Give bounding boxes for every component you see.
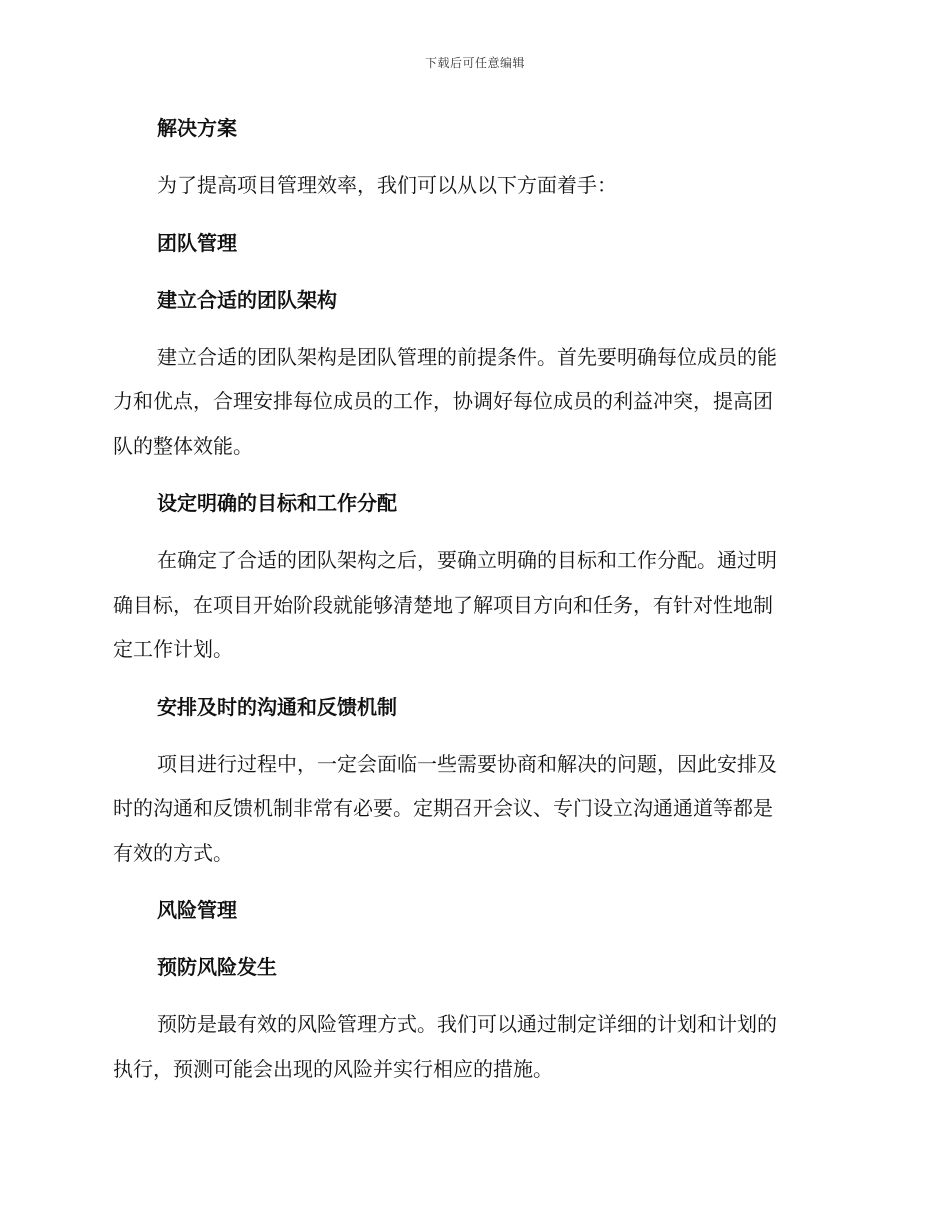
paragraph-team-structure xyxy=(113,335,831,469)
paragraph-line: 确目标，在项目开始阶段就能够清楚地了解项目方向和任务，有针对性地制 xyxy=(113,592,773,617)
document-body xyxy=(113,112,831,1110)
paragraph-communication xyxy=(113,742,831,876)
heading-team-management: 团队管理 xyxy=(157,230,237,255)
paragraph-line: 队的整体效能。 xyxy=(113,433,253,458)
paragraph-line: 执行，预测可能会出现的风险并实行相应的措施。 xyxy=(113,1056,553,1081)
paragraph-line: 预防是最有效的风险管理方式。我们可以通过制定详细的计划和计划的 xyxy=(157,1012,777,1036)
paragraph-line: 建立合适的团队架构是团队管理的前提条件。首先要明确每位成员的能 xyxy=(157,344,777,369)
paragraph-goals-allocation xyxy=(113,538,831,672)
heading-communication: 安排及时的沟通和反馈机制 xyxy=(157,694,397,719)
paragraph-line: 有效的方式。 xyxy=(113,840,233,865)
page-header-note: 下载后可任意编辑 xyxy=(424,56,525,70)
paragraph-line: 定工作计划。 xyxy=(113,637,233,661)
paragraph-intro xyxy=(113,163,831,208)
paragraph-line: 为了提高项目管理效率，我们可以从以下方面着手： xyxy=(157,173,617,197)
paragraph-risk-prevention xyxy=(113,1002,831,1091)
heading-solution: 解决方案 xyxy=(157,116,237,140)
paragraph-line: 力和优点，合理安排每位成员的工作，协调好每位成员的利益冲突，提高团 xyxy=(113,389,773,413)
paragraph-line: 时的沟通和反馈机制非常有必要。定期召开会议、专门设立沟通通道等都是 xyxy=(113,796,773,820)
heading-risk-management: 风险管理 xyxy=(157,898,237,922)
paragraph-line: 在确定了合适的团队架构之后，要确立明确的目标和工作分配。通过明 xyxy=(157,548,777,572)
paragraph-line: 项目进行过程中，一定会面临一些需要协商和解决的问题，因此安排及 xyxy=(157,751,777,776)
heading-risk-prevention: 预防风险发生 xyxy=(157,955,277,979)
heading-goals-allocation: 设定明确的目标和工作分配 xyxy=(157,491,397,515)
heading-team-structure: 建立合适的团队架构 xyxy=(157,287,337,312)
